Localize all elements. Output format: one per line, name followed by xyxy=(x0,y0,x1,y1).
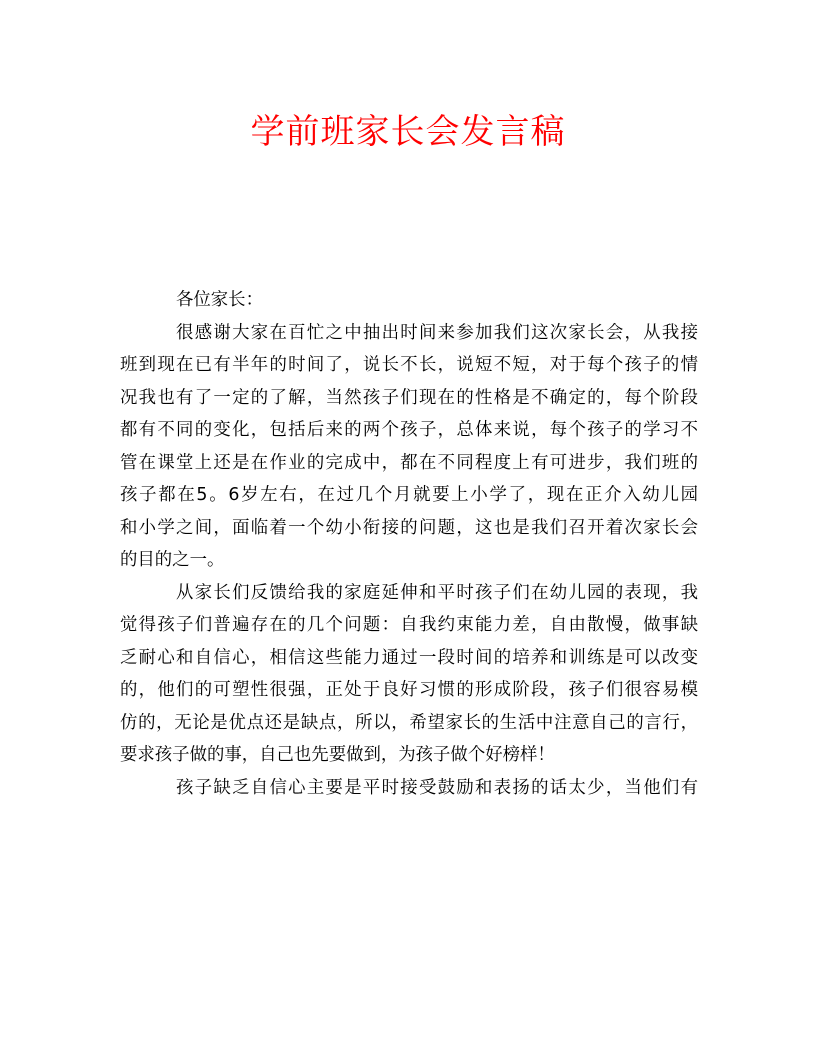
paragraph-2-line-3: 乏耐心和自信心，相信这些能力通过一段时间的培养和训练是可以改变 xyxy=(120,647,698,668)
paragraph-1-line-7: 和小学之间，面临着一个幼小衔接的问题，这也是我们召开着次家长会 xyxy=(120,517,698,538)
salutation: 各位家长： xyxy=(176,290,263,310)
document-title: 学前班家长会发言稿 xyxy=(250,112,566,152)
paragraph-2-line-5: 仿的，无论是优点还是缺点，所以，希望家长的生活中注意自己的言行， xyxy=(120,712,698,733)
paragraph-1-line-1: 很感谢大家在百忙之中抽出时间来参加我们这次家长会，从我接 xyxy=(176,322,698,343)
paragraph-2-line-2: 觉得孩子们普遍存在的几个问题：自我约束能力差，自由散慢，做事缺 xyxy=(120,615,698,635)
paragraph-2-line-1: 从家长们反馈给我的家庭延伸和平时孩子们在幼儿园的表现，我 xyxy=(176,582,698,603)
paragraph-1-line-2: 班到现在已有半年的时间了，说长不长，说短不短，对于每个孩子的情 xyxy=(120,355,698,375)
paragraph-3-line-1: 孩子缺乏自信心主要是平时接受鼓励和表扬的话太少，当他们有 xyxy=(176,777,698,798)
paragraph-1-line-5: 管在课堂上还是在作业的完成中，都在不同程度上有可进步，我们班的 xyxy=(120,452,698,473)
document-body xyxy=(120,284,698,804)
paragraph-2-line-6: 要求孩子做的事，自己也先要做到，为孩子做个好榜样！ xyxy=(120,745,555,765)
paragraph-1-line-3: 况我也有了一定的了解，当然孩子们现在的性格是不确定的，每个阶段 xyxy=(120,387,698,408)
paragraph-1-line-4: 都有不同的变化，包括后来的两个孩子，总体来说，每个孩子的学习不 xyxy=(120,420,698,440)
paragraph-1-line-8: 的目的之一。 xyxy=(120,550,225,570)
paragraph-2-line-4: 的，他们的可塑性很强，正处于良好习惯的形成阶段，孩子们很容易模 xyxy=(120,680,698,700)
paragraph-1-line-6: 孩子都在5。6岁左右，在过几个月就要上小学了，现在正介入幼儿园 xyxy=(120,485,698,505)
